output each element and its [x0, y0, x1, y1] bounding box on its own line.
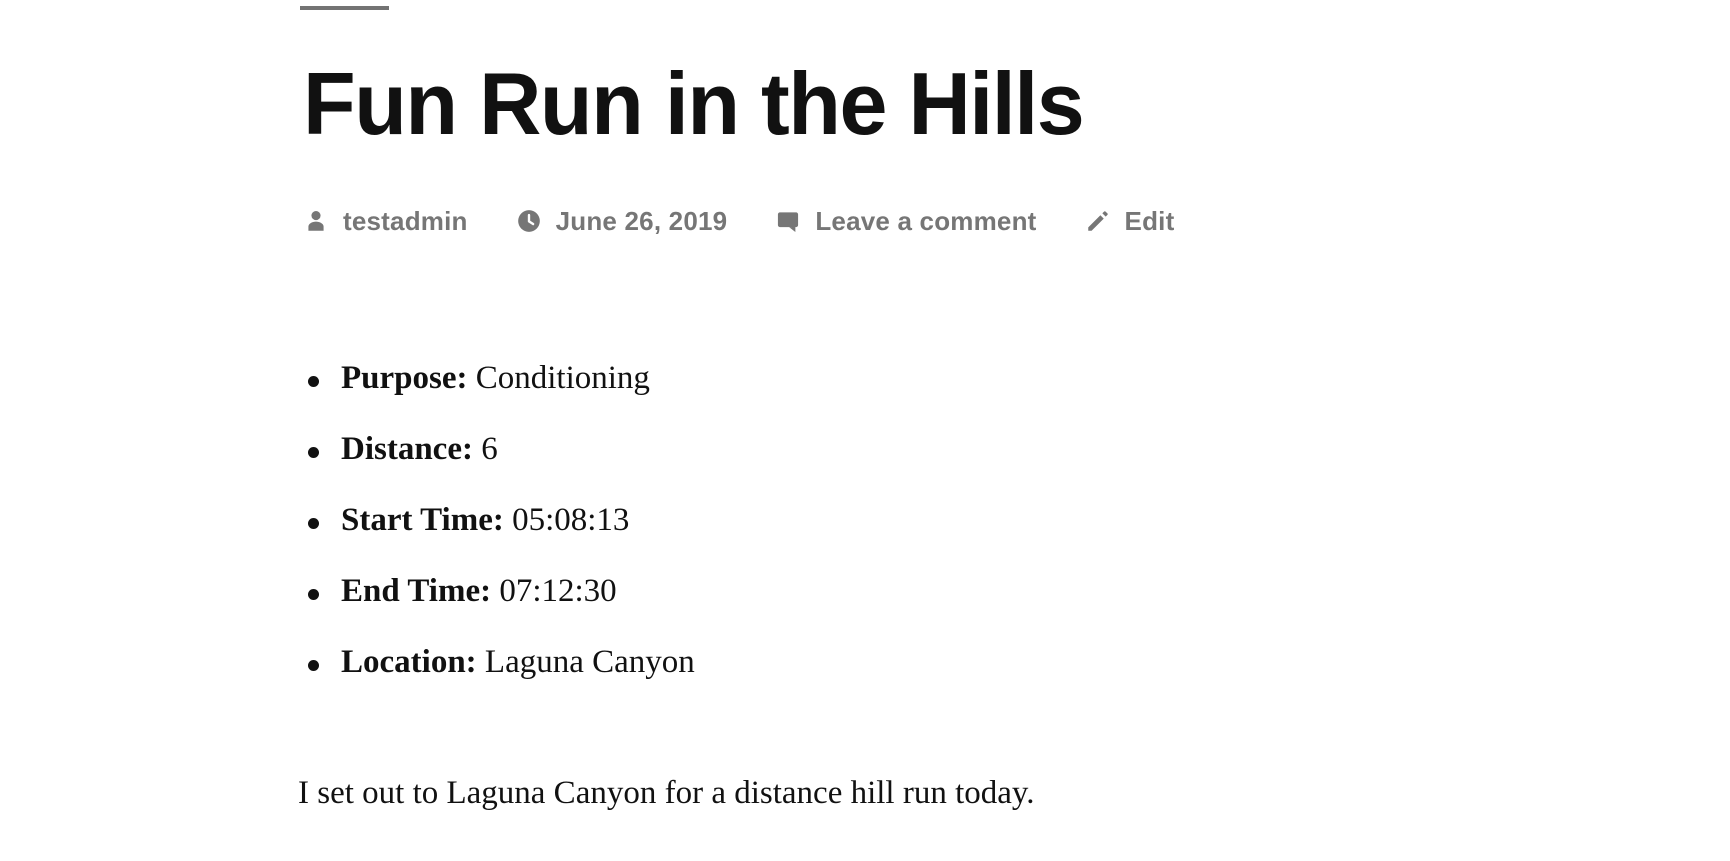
- detail-label: End Time:: [341, 573, 492, 609]
- post-title: Fun Run in the Hills: [303, 54, 1084, 153]
- bullet-icon: [308, 660, 319, 671]
- pencil-icon: [1085, 208, 1111, 234]
- leave-comment-link[interactable]: [775, 206, 1036, 237]
- author-link[interactable]: [303, 206, 468, 237]
- author-name: testadmin: [343, 205, 468, 236]
- detail-label: Location:: [341, 644, 477, 680]
- detail-value: Conditioning: [475, 360, 650, 396]
- list-item-start-time: [341, 504, 695, 537]
- detail-value: Laguna Canyon: [484, 644, 695, 680]
- detail-label: Distance:: [341, 431, 473, 467]
- list-item-location: [341, 646, 695, 679]
- list-item-distance: [341, 433, 695, 466]
- bullet-icon: [308, 518, 319, 529]
- detail-value: 05:08:13: [512, 502, 630, 538]
- list-item-end-time: [341, 575, 695, 608]
- detail-value: 6: [481, 431, 498, 467]
- clock-icon: [516, 208, 542, 234]
- bullet-icon: [308, 447, 319, 458]
- post-date-item: [516, 206, 728, 237]
- detail-value: 07:12:30: [499, 573, 617, 609]
- edit-post-link[interactable]: [1085, 206, 1175, 237]
- leave-comment-label: Leave a comment: [815, 205, 1037, 236]
- detail-label: Start Time:: [341, 502, 504, 538]
- post-date: June 26, 2019: [555, 205, 728, 236]
- header-divider-rule: [300, 6, 389, 10]
- bullet-icon: [308, 589, 319, 600]
- comment-icon: [775, 208, 801, 234]
- post-meta-row: [303, 203, 1174, 239]
- edit-label: Edit: [1124, 205, 1175, 236]
- run-details-list: [341, 362, 695, 717]
- bullet-icon: [308, 376, 319, 387]
- person-icon: [303, 208, 329, 234]
- post-body-paragraph: I set out to Laguna Canyon for a distance hill run today.: [298, 775, 1035, 811]
- list-item-purpose: [341, 362, 695, 395]
- detail-label: Purpose:: [341, 360, 468, 396]
